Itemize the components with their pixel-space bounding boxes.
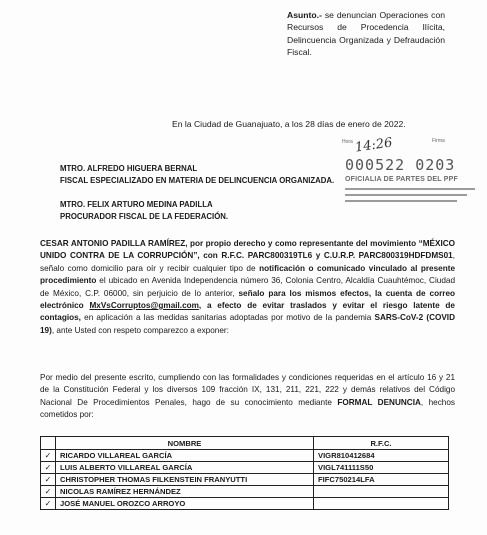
email-address: MxVsCorruptos@gmail.com	[89, 301, 199, 311]
stamp-line	[345, 194, 467, 196]
recipient-title: PROCURADOR FISCAL DE LA FEDERACIÓN.	[60, 211, 229, 221]
stamp-line	[345, 188, 475, 190]
recipient-block	[60, 163, 334, 186]
paragraph-emphasis: señalo para los mismos efectos, la cuenta de correo electrónico	[40, 288, 456, 311]
subject-text: se denuncian Operaciones con Recursos de Procedencia Ilícita, Delincuencia Organizada y Defraudación Fiscal.	[287, 10, 446, 58]
stamp-line	[345, 200, 457, 202]
stamp-office-name: OFICIALIA DE PARTES DEL PPF	[345, 176, 459, 183]
accused-name: NICOLAS RAMÍREZ HERNÁNDEZ	[56, 486, 314, 498]
paragraph-text: el ubicado en Avenida Independencia número 36, Colonia Centro, Alcaldía Cuauhtémoc, Ciudad de México, C.P. 06000, sin perjuicio de lo anterior,	[40, 276, 455, 298]
paragraph-text: Por medio del presente escrito, cumpliendo con las formalidades y condiciones requeridas en el artículo 16 y 21 de la Constitución Federal y los diversos 109 fracción IX, 131, 211, 221, 222 y demás relativos del Código Nacional De Procedimientos Penales, hago de su conocimiento mediante	[40, 373, 455, 407]
complainant-identification: CESAR ANTONIO PADILLA RAMÍREZ, por propio derecho y como representante del movimiento “MÉXICO UNIDO CONTRA DE LA CORRUPCIÓN”, con R.F.C. PARC800319TL6 y C.U.R.P. PARC800319HDFDMS01	[40, 239, 455, 261]
accused-rfc: FIFC750214LFA	[314, 474, 449, 486]
accused-name: JOSÉ MANUEL OROZCO ARROYO	[56, 498, 314, 510]
recipient-name: MTRO. FELIX ARTURO MEDINA PADILLA	[60, 200, 213, 209]
accused-name: RICARDO VILLAREAL GARCÍA	[56, 450, 314, 462]
checkmark-icon: ✓	[41, 486, 56, 498]
accused-rfc: VIGL741111S50	[314, 462, 449, 474]
table-row	[41, 486, 449, 498]
table-row	[41, 462, 449, 474]
recipient-title: FISCAL ESPECIALIZADO EN MATERIA DE DELINCUENCIA ORGANIZADA.	[60, 175, 335, 185]
table-header-blank	[41, 437, 56, 450]
paragraph-text: , hechos cometidos por:	[40, 397, 455, 420]
table-row	[41, 450, 449, 462]
recipient-block	[60, 199, 228, 222]
paragraph-text: , ante Usted con respeto comparezco a exponer:	[51, 325, 229, 335]
accused-table	[40, 436, 449, 510]
accused-name: LUIS ALBERTO VILLAREAL GARCÍA	[56, 462, 314, 474]
checkmark-icon: ✓	[41, 450, 56, 462]
subject-label: Asunto.-	[287, 10, 322, 20]
paragraph-emphasis: SARS-CoV-2 (COVID 19)	[40, 313, 455, 335]
paragraph-emphasis: notificación o comunicado vinculado al presente procedimiento	[40, 263, 455, 286]
checkmark-icon: ✓	[41, 474, 56, 486]
paragraph-text: en aplicación a las medidas sanitarias adoptadas por motivo de la pandemia	[80, 313, 375, 323]
subject-block	[287, 9, 445, 59]
paragraph-emphasis: FORMAL DENUNCIA	[337, 397, 421, 407]
paragraph-text: , señalo como domicilio para oír y recibir cualquier tipo de	[40, 251, 455, 273]
table-row	[41, 474, 449, 486]
date-line: En la Ciudad de Guanajuato, a los 28 días de enero de 2022.	[172, 119, 406, 129]
recipient-name: MTRO. ALFREDO HIGUERA BERNAL	[60, 164, 198, 173]
stamp-folio-number: 000522 0203	[345, 156, 456, 174]
paragraph-emphasis: , a efecto de evitar traslados y evitar el riesgo latente de contagios,	[40, 301, 455, 323]
accused-rfc	[314, 486, 449, 498]
accused-name: CHRISTOPHER THOMAS FILKENSTEIN FRANYUTTI	[56, 474, 314, 486]
body-paragraph-intro	[40, 238, 455, 337]
stamp-firma-label: Firma	[432, 138, 445, 144]
table-row	[41, 498, 449, 510]
accused-rfc: VIGR810412684	[314, 450, 449, 462]
body-paragraph-complaint	[40, 372, 455, 422]
checkmark-icon: ✓	[41, 498, 56, 510]
accused-rfc	[314, 498, 449, 510]
reception-stamp	[333, 130, 481, 208]
stamp-hora-label: Hora	[342, 139, 353, 145]
table-header-rfc: R.F.C.	[314, 437, 449, 450]
checkmark-icon: ✓	[41, 462, 56, 474]
table-header-name: NOMBRE	[56, 437, 314, 450]
table-header-row	[41, 437, 449, 450]
stamp-handwritten-time: 14:26	[354, 135, 394, 156]
